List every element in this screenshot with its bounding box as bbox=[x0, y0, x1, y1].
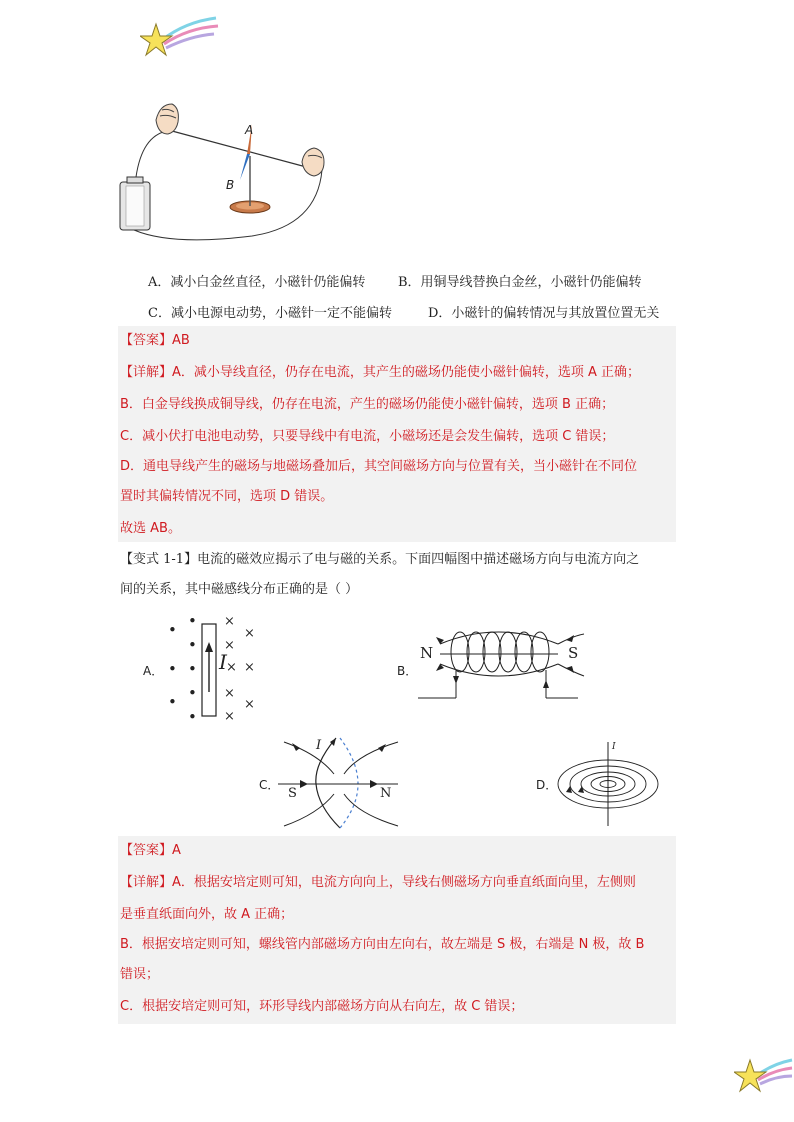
q2-fig-b-n-label: N bbox=[420, 644, 434, 662]
q2-fig-c-current-label: I bbox=[316, 738, 322, 753]
q1-explanation-line-6: 故选 AB。 bbox=[120, 521, 181, 536]
q2-fig-c-n-label: N bbox=[380, 786, 392, 801]
q1-explanation-line-5: 置时其偏转情况不同，选项 D 错误。 bbox=[120, 489, 334, 504]
fig-a-dot: • bbox=[188, 612, 197, 630]
fig-a-cross: × bbox=[224, 709, 235, 724]
fig-a-cross: × bbox=[244, 697, 255, 712]
needle-label-a: A bbox=[245, 123, 254, 137]
q2-fig-a-current-label: I bbox=[219, 650, 227, 674]
fig-a-dot: • bbox=[188, 684, 197, 702]
q2-fig-b-s-label: S bbox=[568, 644, 579, 662]
fig-a-dot: • bbox=[168, 621, 177, 639]
q2-figure-c bbox=[278, 734, 408, 832]
q2-fig-c-label: C． bbox=[259, 778, 280, 792]
q2-answer-block bbox=[118, 836, 676, 1024]
q2-fig-d-current-label: I bbox=[612, 742, 616, 752]
q2-fig-d-label: D． bbox=[536, 778, 558, 792]
fig-a-cross: × bbox=[244, 626, 255, 641]
q1-explanation-line-2: B．白金导线换成铜导线，仍存在电流，产生的磁场仍能使小磁针偏转，选项 B 正确； bbox=[120, 397, 615, 412]
q1-answer: 【答案】AB bbox=[120, 333, 190, 348]
q2-explanation-line-4: 错误； bbox=[120, 967, 160, 982]
q2-answer: 【答案】A bbox=[120, 843, 181, 858]
fig-a-cross: × bbox=[244, 660, 255, 675]
shooting-star-icon-bottom bbox=[734, 1050, 794, 1096]
q2-stem-line-1: 【变式 1-1】电流的磁效应揭示了电与磁的关系。下面四幅图中描述磁场方向与电流方向之 bbox=[120, 552, 640, 567]
q2-explanation-line-3: B．根据安培定则可知，螺线管内部磁场方向由左向右，故左端是 S 极，右端是 N 极，故 B bbox=[120, 937, 645, 952]
oersted-experiment-figure bbox=[112, 96, 342, 242]
fig-a-dot: • bbox=[188, 660, 197, 678]
fig-a-cross: × bbox=[224, 686, 235, 701]
q1-option-a: A．减小白金丝直径，小磁针仍能偏转 bbox=[148, 275, 366, 290]
fig-a-dot: • bbox=[168, 693, 177, 711]
q2-stem-line-2: 间的关系，其中磁感线分布正确的是（ ） bbox=[120, 582, 359, 597]
fig-a-cross: × bbox=[224, 638, 235, 653]
q2-figure-d bbox=[556, 742, 666, 826]
q2-explanation-line-1: 【详解】A．根据安培定则可知，电流方向向上，导线右侧磁场方向垂直纸面向里，左侧则 bbox=[120, 875, 636, 890]
q1-option-b: B．用铜导线替换白金丝，小磁针仍能偏转 bbox=[398, 275, 642, 290]
fig-a-cross: × bbox=[226, 660, 237, 675]
q1-explanation-line-4: D．通电导线产生的磁场与地磁场叠加后，其空间磁场方向与位置有关，当小磁针在不同位 bbox=[120, 459, 638, 474]
q2-figure-b bbox=[418, 622, 588, 702]
fig-a-dot: • bbox=[188, 708, 197, 726]
q2-fig-b-label: B． bbox=[397, 664, 418, 678]
q1-explanation-line-1: 【详解】A．减小导线直径，仍存在电流，其产生的磁场仍能使小磁针偏转，选项 A 正确； bbox=[120, 365, 641, 380]
shooting-star-icon-top bbox=[140, 14, 220, 60]
q1-option-d: D．小磁针的偏转情况与其放置位置无关 bbox=[428, 306, 660, 321]
q2-fig-a-label: A． bbox=[143, 664, 164, 678]
q2-explanation-line-2: 是垂直纸面向外，故 A 正确； bbox=[120, 907, 294, 922]
fig-a-cross: × bbox=[224, 614, 235, 629]
fig-a-dot: • bbox=[188, 636, 197, 654]
q1-explanation-line-3: C．减小伏打电池电动势，只要导线中有电流，小磁场还是会发生偏转，选项 C 错误； bbox=[120, 429, 615, 444]
needle-label-b: B bbox=[226, 178, 235, 192]
q2-fig-c-s-label: S bbox=[288, 786, 297, 801]
fig-a-dot: • bbox=[168, 660, 177, 678]
q1-option-c: C．减小电源电动势，小磁针一定不能偏转 bbox=[148, 306, 392, 321]
q2-explanation-line-5: C．根据安培定则可知，环形导线内部磁场方向从右向左，故 C 错误； bbox=[120, 999, 524, 1014]
